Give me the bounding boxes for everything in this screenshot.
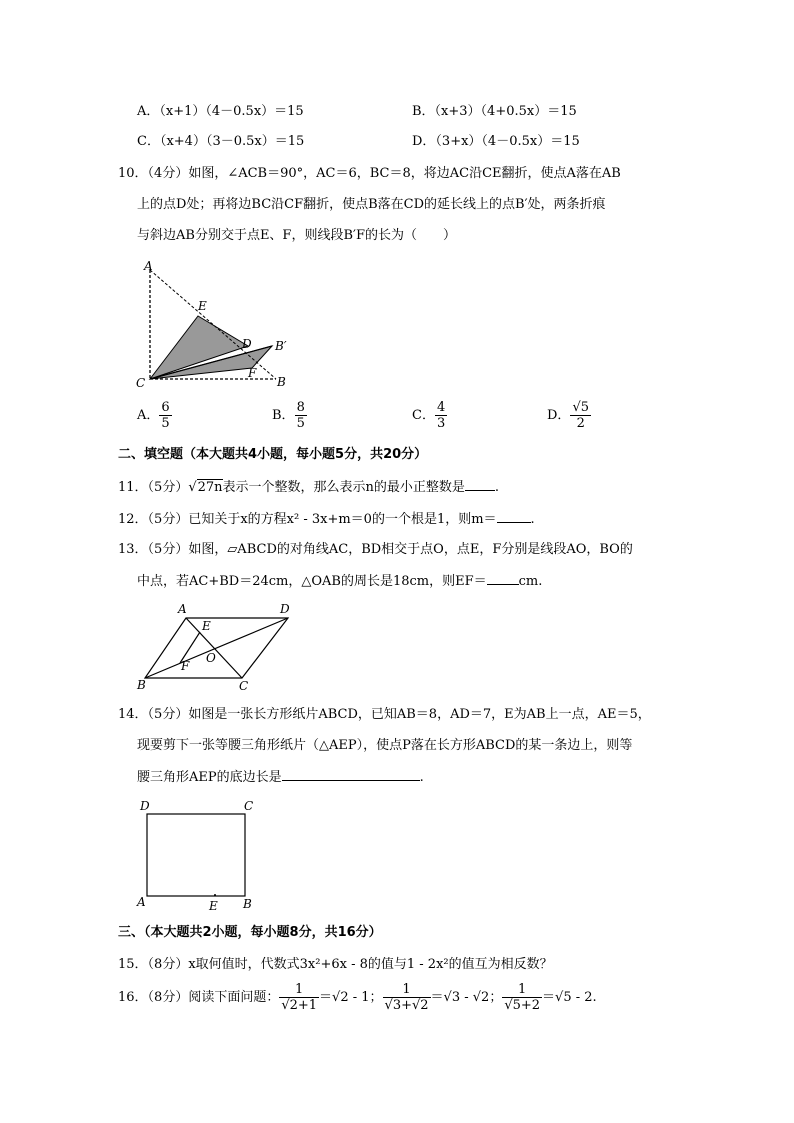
q12: 12．（5分）已知关于x的方程x² - 3x+m＝0的一个根是1，则m＝ .: [118, 512, 535, 527]
label-f: F: [181, 659, 190, 673]
point-e: [214, 894, 216, 896]
q10-option-d: D． $\frac{√5}{2}$: [547, 400, 589, 431]
label-d: D: [242, 337, 252, 351]
q14-answer-blank: [282, 768, 420, 781]
q16: 16．（8分）阅读下面问题： $\frac{1}{√2+1}$ ＝√2 - 1； $\frac{1}{√3+√2}$ ＝√3 - √2； $\frac{1}{√5+2}$ ＝√5 - 2.: [118, 982, 597, 1013]
q12-answer-blank: [497, 510, 531, 523]
label-a: A: [178, 602, 187, 616]
label-b: B: [137, 678, 146, 692]
q10-figure: [130, 258, 300, 393]
q13-line-1: 13．（5分）如图，▱ABCD的对角线AC，BD相交于点O，点E，F分别是线段AO，BO的: [118, 542, 633, 557]
label-e: E: [209, 899, 218, 913]
label-a: A: [144, 259, 153, 273]
q14-line-1: 14．（5分）如图是一张长方形纸片ABCD，已知AB＝8，AD＝7，E为AB上一点，AE＝5，: [118, 707, 651, 722]
q11: 11．（5分）√27n表示一个整数，那么表示n的最小正整数是 .: [118, 480, 500, 495]
label-a: A: [137, 895, 146, 909]
q10-line-1: 10．（4分）如图，∠ACB＝90°，AC＝6，BC＝8，将边AC沿CE翻折，使点A落在AB: [118, 166, 621, 181]
q10-line-3: 与斜边AB分别交于点E、F，则线段B′F的长为（ ）: [137, 228, 456, 243]
label-c: C: [244, 799, 254, 813]
q9-option-d: D．（3+x）（4－0.5x）＝15: [412, 134, 580, 149]
q9-option-a: A．（x+1）（4－0.5x）＝15: [137, 104, 304, 119]
q9-option-c: C．（x+4）（3－0.5x）＝15: [137, 134, 305, 149]
section-2-heading: 二、填空题（本大题共4小题，每小题5分，共20分）: [118, 447, 428, 462]
label-d: D: [140, 799, 150, 813]
label-c: C: [239, 679, 249, 693]
label-o: O: [206, 651, 216, 665]
q11-answer-blank: [465, 478, 495, 491]
q10-option-c: C． $\frac{4}{3}$: [412, 400, 446, 431]
rectangle-abcd: [147, 814, 245, 896]
label-b: B: [243, 897, 252, 911]
q10-option-a: A． $\frac{6}{5}$: [137, 400, 170, 431]
label-d: D: [280, 602, 290, 616]
q9-option-b: B．（x+3）（4+0.5x）＝15: [412, 104, 577, 119]
q14-line-2: 现要剪下一张等腰三角形纸片（△AEP），使点P落在长方形ABCD的某一条边上，则等: [137, 738, 633, 753]
label-b-prime: B′: [275, 339, 287, 353]
diagonal-bd: [145, 618, 288, 678]
label-c: C: [136, 376, 146, 390]
q13-answer-blank: [487, 572, 519, 585]
q10-option-b: B． $\frac{8}{5}$: [272, 400, 305, 431]
q10-line-2: 上的点D处；再将边BC沿CF翻折，使点B落在CD的延长线上的点B′处，两条折痕: [137, 197, 606, 212]
q13-figure: [130, 600, 300, 695]
label-e: E: [198, 299, 207, 313]
label-e: E: [202, 619, 211, 633]
q15: 15．（8分）x取何值时，代数式3x²+6x - 8的值与1 - 2x²的值互为相反数？: [118, 957, 553, 972]
q14-figure: [135, 796, 265, 914]
q13-line-2: 中点，若AC+BD＝24cm，△OAB的周长是18cm，则EF＝ cm.: [137, 574, 543, 589]
diagonal-ac: [186, 618, 242, 678]
q14-line-3: 腰三角形AEP的底边长是 .: [137, 770, 424, 785]
section-3-heading: 三、（本大题共2小题，每小题8分，共16分）: [118, 925, 382, 940]
label-f: F: [248, 366, 257, 380]
label-b: B: [277, 375, 286, 389]
